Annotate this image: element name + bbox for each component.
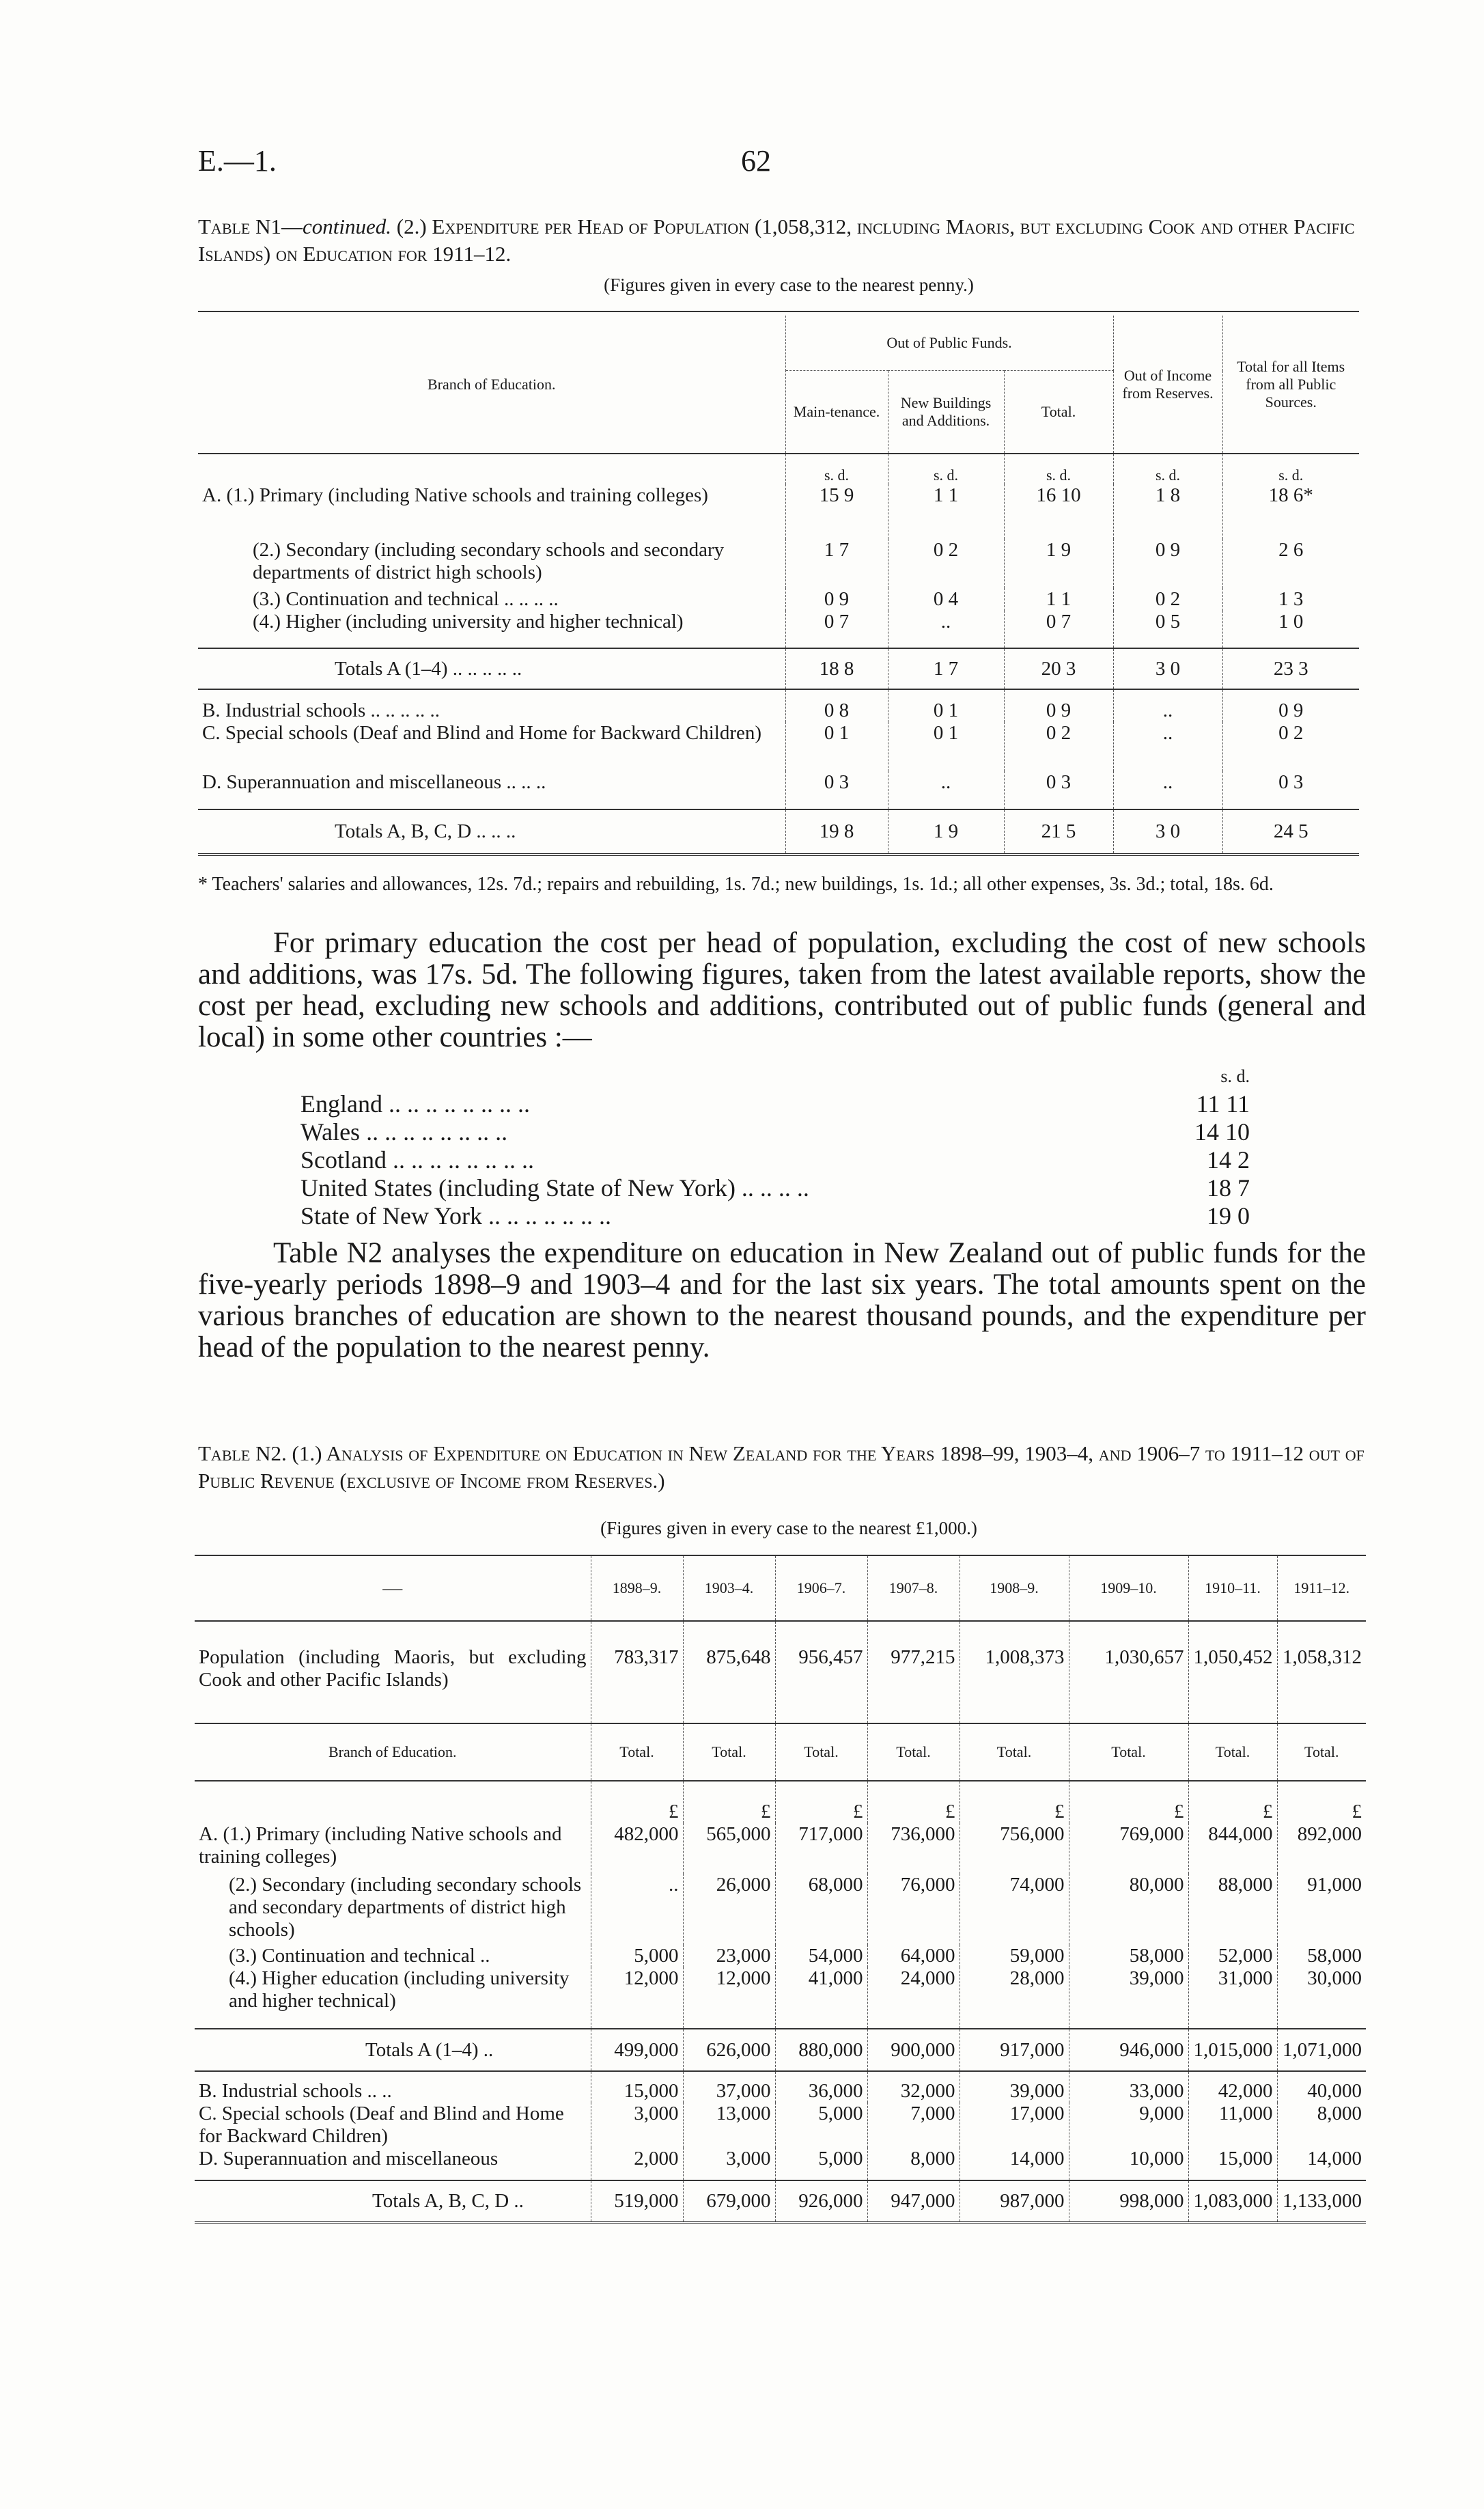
- cell-value: 499,000: [591, 2029, 683, 2071]
- cell-all-sources: 23 3: [1273, 657, 1308, 680]
- list-item: [300, 1118, 1250, 1146]
- list-item: [300, 1146, 1250, 1174]
- branch-header: Branch of Education.: [195, 1723, 591, 1781]
- unit-pence: d.: [947, 467, 959, 484]
- table1-col-reserves: Out of Income from Reserves.: [1113, 316, 1222, 454]
- row-label: B. Industrial schools .. .. .. .. ..: [198, 689, 785, 722]
- cell-reserves: 3 0: [1113, 809, 1222, 855]
- cell-maintenance: 0 3: [785, 771, 888, 809]
- cell-new-buildings: 1 1: [888, 484, 1004, 539]
- cell-value: 74,000: [960, 1874, 1069, 1945]
- year-header: 1907–8.: [867, 1555, 960, 1621]
- cell-value: 52,000: [1188, 1945, 1277, 1967]
- cell-value: 28,000: [960, 1967, 1069, 2029]
- cell-value: 54,000: [775, 1945, 867, 1967]
- cell-value: 946,000: [1069, 2029, 1188, 2071]
- table-row: [198, 588, 1359, 611]
- unit-shillings: s.: [933, 467, 944, 484]
- cell-value: 926,000: [775, 2180, 867, 2223]
- cell-maintenance: 0 7: [785, 611, 888, 648]
- cell-value: 59,000: [960, 1945, 1069, 1967]
- country-value: 14 2: [1207, 1146, 1250, 1174]
- cell-value: 41,000: [775, 1967, 867, 2029]
- cell-reserves: ..: [1113, 722, 1222, 771]
- row-label: A. (1.) Primary (including Native schools and training colleges): [195, 1823, 591, 1874]
- table-row: [195, 1823, 1366, 1874]
- table-row: [198, 611, 1359, 648]
- cell-value: 64,000: [867, 1945, 960, 1967]
- cell-all-sources: 18 6*: [1268, 484, 1313, 506]
- table1-col-new-buildings: New Buildings and Additions.: [888, 371, 1004, 454]
- row-label: C. Special schools (Deaf and Blind and Home for Backward Children): [195, 2103, 591, 2148]
- table-row: [198, 771, 1359, 809]
- cell-value: 39,000: [1069, 1967, 1188, 2029]
- paragraph-text: Table N2 analyses the expenditure on education in New Zealand out of public funds for the five-yearly periods 1898–9 and 1903–4 and for the last six years. The total amounts spent on the various branches of education are shown to the nearest thousand pounds, and the expenditure per head of the population to the nearest penny.: [198, 1237, 1366, 1363]
- cell-maintenance: 18 8: [785, 648, 888, 689]
- cell-value: 91,000: [1307, 1874, 1362, 1896]
- cell-new-buildings: ..: [888, 771, 1004, 809]
- population-value: 977,215: [867, 1621, 960, 1723]
- country-name: England .. .. .. .. .. .. .. ..: [300, 1090, 530, 1118]
- country-value: 18 7: [1207, 1174, 1250, 1202]
- row-label: D. Superannuation and miscellaneous: [195, 2148, 591, 2180]
- pound-sign: £: [775, 1781, 867, 1823]
- cell-value: 42,000: [1188, 2071, 1277, 2103]
- cell-value: 12,000: [591, 1967, 683, 2029]
- cell-value: 30,000: [1307, 1967, 1362, 1989]
- country-name: State of New York .. .. .. .. .. .. ..: [300, 1202, 611, 1230]
- cell-value: 519,000: [591, 2180, 683, 2223]
- row-label: (3.) Continuation and technical .. .. .. ..: [198, 588, 785, 611]
- cell-all-sources: 0 9: [1278, 699, 1304, 721]
- table1-unit: [785, 454, 888, 484]
- total-header: Total.: [683, 1723, 775, 1781]
- country-name: Wales .. .. .. .. .. .. .. ..: [300, 1118, 508, 1146]
- cell-value: 947,000: [867, 2180, 960, 2223]
- cell-value: 17,000: [960, 2103, 1069, 2148]
- cell-value: 80,000: [1069, 1874, 1188, 1945]
- population-value: 1,030,657: [1069, 1621, 1188, 1723]
- cell-total: 16 10: [1004, 484, 1113, 539]
- cell-value: 1,083,000: [1188, 2180, 1277, 2223]
- table-row: [198, 648, 1359, 689]
- pound-sign: £: [683, 1781, 775, 1823]
- table-row: [195, 2029, 1366, 2071]
- cell-value: 736,000: [867, 1823, 960, 1874]
- paragraph-text: For primary education the cost per head of population, excluding the cost of new schools and additions, was 17s. 5d. The following figures, taken from the latest available reports, show the cost per head, excluding new schools and additions, contributed out of public funds (general and local) in some other countries :—: [198, 927, 1366, 1053]
- table1: [198, 316, 1359, 856]
- row-label: Totals A (1–4) .. .. .. .. ..: [198, 648, 785, 689]
- table2-heading: (1.) Analysis of Expenditure on Education in New Zealand for the Years 1898–99, 1903–4, and 1906–7 to 1911–12 out of Public Revenue (exclusive of Income from Reserves.): [198, 1441, 1364, 1493]
- table-row: [195, 2180, 1366, 2223]
- cell-value: 10,000: [1069, 2148, 1188, 2180]
- population-value: 1,050,452: [1188, 1621, 1277, 1723]
- cell-all-sources: 2 6: [1278, 539, 1304, 561]
- cell-reserves: 0 9: [1113, 539, 1222, 588]
- table2-year-header: [195, 1555, 1366, 1621]
- cell-total: 0 2: [1004, 722, 1113, 771]
- table1-unit: [1004, 454, 1113, 484]
- table-row: [198, 689, 1359, 722]
- cell-value: 12,000: [683, 1967, 775, 2029]
- cell-maintenance: 0 1: [785, 722, 888, 771]
- total-header: Total.: [591, 1723, 683, 1781]
- cell-value: 58,000: [1069, 1945, 1188, 1967]
- cell-value: 15,000: [591, 2071, 683, 2103]
- population-value: 783,317: [591, 1621, 683, 1723]
- list-item: [300, 1202, 1250, 1230]
- country-value: 19 0: [1207, 1202, 1250, 1230]
- cell-total: 0 9: [1004, 689, 1113, 722]
- cell-all-sources: 0 2: [1278, 722, 1304, 744]
- table1-unit: [1113, 454, 1222, 484]
- cell-value: 482,000: [591, 1823, 683, 1874]
- cell-value: 1,071,000: [1283, 2038, 1362, 2061]
- cell-maintenance: 1 7: [785, 539, 888, 588]
- paragraph-primary-cost: [198, 928, 1366, 1053]
- cell-value: 3,000: [591, 2103, 683, 2148]
- cell-reserves: 3 0: [1113, 648, 1222, 689]
- population-value: 956,457: [775, 1621, 867, 1723]
- cell-total: 21 5: [1004, 809, 1113, 855]
- unit-shillings: s.: [1278, 467, 1289, 484]
- cell-value: 769,000: [1069, 1823, 1188, 1874]
- cell-value: 24,000: [867, 1967, 960, 2029]
- table1-col-total: Total.: [1004, 371, 1113, 454]
- cell-value: 844,000: [1188, 1823, 1277, 1874]
- cell-value: 15,000: [1188, 2148, 1277, 2180]
- table1-footnote: * Teachers' salaries and allowances, 12s. 7d.; repairs and rebuilding, 1s. 7d.; new buildings, 1s. 1d.; all other expenses, 3s. 3d.; total, 18s. 6d.: [198, 874, 1274, 895]
- unit-pence: d.: [1291, 467, 1304, 484]
- year-header: 1910–11.: [1188, 1555, 1277, 1621]
- cell-value: 5,000: [591, 1945, 683, 1967]
- table1-subtitle: (Figures given in every case to the nearest penny.): [604, 275, 974, 295]
- cell-new-buildings: 0 2: [888, 539, 1004, 588]
- cell-total: 1 1: [1004, 588, 1113, 611]
- table-row: [198, 809, 1359, 855]
- cell-value: 1,015,000: [1188, 2029, 1277, 2071]
- cell-value: 880,000: [775, 2029, 867, 2071]
- cell-value: 717,000: [775, 1823, 867, 1874]
- cell-value: 37,000: [683, 2071, 775, 2103]
- table2-population-row: [195, 1621, 1366, 1723]
- population-label: Population (including Maoris, but excluding Cook and other Pacific Islands): [195, 1621, 591, 1723]
- cell-value: 32,000: [867, 2071, 960, 2103]
- countries-list: [300, 1062, 1250, 1230]
- list-item: [300, 1090, 1250, 1118]
- cell-new-buildings: 1 9: [888, 809, 1004, 855]
- pound-sign: £: [1188, 1781, 1277, 1823]
- row-label: (4.) Higher education (including university and higher technical): [195, 1967, 591, 2029]
- unit-shillings: s.: [1046, 467, 1056, 484]
- cell-maintenance: 0 9: [785, 588, 888, 611]
- cell-new-buildings: 0 4: [888, 588, 1004, 611]
- row-label: A. (1.) Primary (including Native schools and training colleges): [198, 484, 785, 539]
- cell-value: 39,000: [960, 2071, 1069, 2103]
- cell-value: 11,000: [1188, 2103, 1277, 2148]
- table2-subtitle: (Figures given in every case to the nearest £1,000.): [600, 1518, 977, 1538]
- pound-sign: £: [960, 1781, 1069, 1823]
- table1-col-branch: Branch of Education.: [198, 316, 785, 454]
- cell-value: 987,000: [960, 2180, 1069, 2223]
- countries-unit: s. d.: [1220, 1066, 1250, 1086]
- cell-value: 892,000: [1297, 1823, 1362, 1845]
- table1-unit: [1222, 454, 1359, 484]
- cell-maintenance: 19 8: [785, 809, 888, 855]
- cell-all-sources: 1 3: [1278, 588, 1304, 610]
- cell-reserves: 1 8: [1113, 484, 1222, 539]
- row-label: (4.) Higher (including university and higher technical): [198, 611, 785, 648]
- table2-title: [198, 1440, 1380, 1495]
- cell-value: ..: [591, 1874, 683, 1945]
- cell-value: 26,000: [683, 1874, 775, 1945]
- cell-value: 68,000: [775, 1874, 867, 1945]
- table1-header-row: [198, 316, 1359, 371]
- table-row: [195, 2071, 1366, 2103]
- table2-branch-header: [195, 1723, 1366, 1781]
- pound-sign: £: [591, 1781, 683, 1823]
- total-header: Total.: [1069, 1723, 1188, 1781]
- cell-value: 5,000: [775, 2148, 867, 2180]
- cell-new-buildings: 0 1: [888, 689, 1004, 722]
- list-item: [300, 1174, 1250, 1202]
- total-header: Total.: [1188, 1723, 1277, 1781]
- cell-value: 998,000: [1069, 2180, 1188, 2223]
- unit-shillings: s.: [1155, 467, 1166, 484]
- cell-reserves: ..: [1113, 771, 1222, 809]
- unit-shillings: s.: [824, 467, 835, 484]
- cell-new-buildings: 0 1: [888, 722, 1004, 771]
- population-value: 875,648: [683, 1621, 775, 1723]
- cell-value: 1,133,000: [1283, 2190, 1362, 2212]
- table-row: [195, 2103, 1366, 2148]
- unit-pence: d.: [1059, 467, 1072, 484]
- cell-all-sources: 1 0: [1278, 611, 1304, 633]
- cell-value: 88,000: [1188, 1874, 1277, 1945]
- cell-value: 7,000: [867, 2103, 960, 2148]
- cell-total: 1 9: [1004, 539, 1113, 588]
- table1-continued: continued.: [303, 214, 392, 238]
- row-label: C. Special schools (Deaf and Blind and Home for Backward Children): [198, 722, 785, 771]
- total-header: Total.: [775, 1723, 867, 1781]
- table1-col-all-sources: Total for all Items from all Public Sources.: [1237, 357, 1345, 411]
- cell-value: 917,000: [960, 2029, 1069, 2071]
- row-label: Totals A, B, C, D .. .. ..: [198, 809, 785, 855]
- table-row: [198, 722, 1359, 771]
- cell-value: 9,000: [1069, 2103, 1188, 2148]
- country-value: 11 11: [1196, 1090, 1250, 1118]
- table1-top-rule: [198, 311, 1359, 312]
- cell-total: 0 7: [1004, 611, 1113, 648]
- row-label: D. Superannuation and miscellaneous .. .. ..: [198, 771, 785, 809]
- cell-reserves: 0 5: [1113, 611, 1222, 648]
- total-header: Total.: [867, 1723, 960, 1781]
- table-row: [195, 1874, 1366, 1945]
- table1-heading: (2.) Expenditure per Head of Population (1,058,312, including Maoris, but excluding Cook and other Pacific Islands) on Education for 1911–12.: [198, 214, 1355, 266]
- cell-value: 3,000: [683, 2148, 775, 2180]
- table-row: [195, 1945, 1366, 1967]
- pound-sign: £: [1352, 1801, 1362, 1822]
- document-code: E.—1.: [198, 144, 277, 178]
- year-header: 1898–9.: [591, 1555, 683, 1621]
- cell-reserves: 0 2: [1113, 588, 1222, 611]
- cell-value: 58,000: [1307, 1945, 1362, 1967]
- row-label: (2.) Secondary (including secondary schools and secondary departments of district high schools): [195, 1874, 591, 1945]
- cell-all-sources: 24 5: [1273, 820, 1308, 842]
- unit-pence: d.: [1168, 467, 1181, 484]
- cell-value: 14,000: [960, 2148, 1069, 2180]
- population-value: 1,058,312: [1283, 1646, 1362, 1668]
- table2-label: Table N2.: [198, 1441, 287, 1465]
- unit-pence: d.: [837, 467, 850, 484]
- table1-col-public-funds: Out of Public Funds.: [785, 316, 1113, 371]
- country-value: 14 10: [1194, 1118, 1250, 1146]
- cell-value: 23,000: [683, 1945, 775, 1967]
- table2: [195, 1555, 1366, 2224]
- cell-value: 8,000: [867, 2148, 960, 2180]
- cell-value: 900,000: [867, 2029, 960, 2071]
- table-row: [198, 539, 1359, 588]
- year-header: 1903–4.: [683, 1555, 775, 1621]
- cell-value: 679,000: [683, 2180, 775, 2223]
- cell-value: 565,000: [683, 1823, 775, 1874]
- cell-all-sources: 0 3: [1278, 771, 1304, 793]
- cell-value: 31,000: [1188, 1967, 1277, 2029]
- cell-value: 8,000: [1317, 2103, 1362, 2124]
- year-header: 1908–9.: [960, 1555, 1069, 1621]
- table-row: [198, 484, 1359, 539]
- row-label: B. Industrial schools .. ..: [195, 2071, 591, 2103]
- cell-total: 20 3: [1004, 648, 1113, 689]
- cell-total: 0 3: [1004, 771, 1113, 809]
- country-name: Scotland .. .. .. .. .. .. .. ..: [300, 1146, 534, 1174]
- total-header: Total.: [1304, 1743, 1339, 1760]
- cell-value: 76,000: [867, 1874, 960, 1945]
- cell-value: 5,000: [775, 2103, 867, 2148]
- table1-col-maintenance: Main-tenance.: [785, 371, 888, 454]
- cell-value: 626,000: [683, 2029, 775, 2071]
- page-number: 62: [741, 144, 771, 178]
- paragraph-table-n2: [198, 1238, 1366, 1363]
- cell-new-buildings: 1 7: [888, 648, 1004, 689]
- table2-pound-row: [195, 1781, 1366, 1823]
- cell-reserves: ..: [1113, 689, 1222, 722]
- table1-title: [198, 213, 1380, 268]
- table2-dash: —: [195, 1555, 591, 1621]
- year-header: 1906–7.: [775, 1555, 867, 1621]
- year-header: 1911–12.: [1293, 1579, 1350, 1596]
- row-label: Totals A, B, C, D ..: [195, 2180, 591, 2223]
- row-label: Totals A (1–4) ..: [195, 2029, 591, 2071]
- cell-maintenance: 0 8: [785, 689, 888, 722]
- total-header: Total.: [960, 1723, 1069, 1781]
- population-value: 1,008,373: [960, 1621, 1069, 1723]
- pound-sign: £: [1069, 1781, 1188, 1823]
- table1-label: Table N1—: [198, 214, 303, 238]
- table1-unit: [888, 454, 1004, 484]
- cell-maintenance: 15 9: [785, 484, 888, 539]
- row-label: (3.) Continuation and technical ..: [195, 1945, 591, 1967]
- table-row: [195, 1967, 1366, 2029]
- row-label: (2.) Secondary (including secondary schools and secondary departments of district high schools): [198, 539, 785, 588]
- year-header: 1909–10.: [1069, 1555, 1188, 1621]
- cell-value: 2,000: [591, 2148, 683, 2180]
- table-row: [195, 2148, 1366, 2180]
- cell-value: 33,000: [1069, 2071, 1188, 2103]
- pound-sign: £: [867, 1781, 960, 1823]
- cell-value: 40,000: [1307, 2080, 1362, 2102]
- cell-value: 36,000: [775, 2071, 867, 2103]
- cell-new-buildings: ..: [888, 611, 1004, 648]
- cell-value: 756,000: [960, 1823, 1069, 1874]
- country-name: United States (including State of New York) .. .. .. ..: [300, 1174, 809, 1202]
- cell-value: 14,000: [1307, 2148, 1362, 2170]
- cell-value: 13,000: [683, 2103, 775, 2148]
